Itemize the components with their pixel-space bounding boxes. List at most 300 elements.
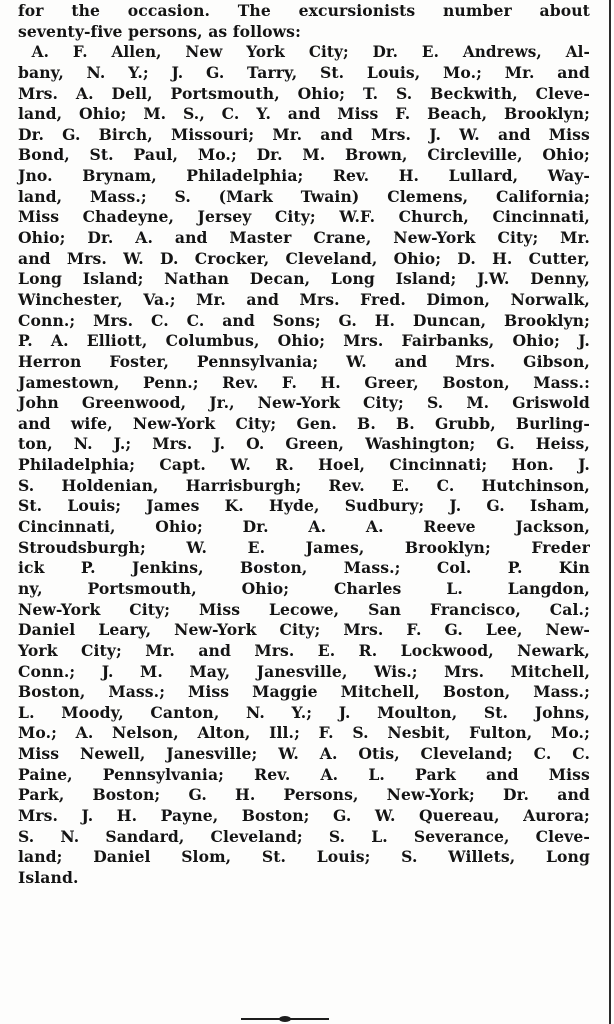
article-word: P.: [18, 331, 33, 351]
article-word: Andrews,: [462, 42, 542, 62]
article-line: [18, 207, 590, 228]
article-word: Brooklyn;: [404, 537, 491, 557]
article-word: A.: [365, 517, 384, 537]
article-word: Mitchell,: [510, 661, 590, 681]
article-word: C.: [436, 475, 455, 495]
article-word: Severance,: [413, 826, 510, 846]
article-line: [18, 517, 590, 538]
article-word: Ohio;: [542, 145, 590, 165]
article-word: Brown,: [345, 145, 408, 165]
article-word: G.: [62, 124, 81, 144]
article-line: [18, 723, 590, 744]
article-line: [18, 785, 590, 806]
article-word: Mr.: [196, 289, 226, 309]
article-word: Jr.,: [209, 393, 235, 413]
article-word: and: [557, 785, 590, 805]
article-word: Allen,: [111, 42, 162, 62]
article-word: Holdenian,: [61, 475, 159, 495]
article-word: Burling-: [515, 413, 590, 433]
article-word: Pennsylvania;: [102, 764, 225, 784]
article-word: James: [146, 496, 200, 516]
article-word: Long: [545, 847, 590, 867]
article-word: Mo.;: [443, 62, 483, 82]
article-word: Cincinnati;: [389, 455, 488, 475]
article-word: K.: [224, 496, 244, 516]
article-line: Island.: [18, 867, 79, 887]
article-word: N.: [245, 702, 265, 722]
article-word: M.: [302, 145, 326, 165]
article-word: Lockwood,: [400, 640, 494, 660]
article-word: land;: [18, 847, 63, 867]
article-word: Louis,: [366, 62, 421, 82]
article-word: Mrs.: [152, 434, 193, 454]
article-word: about: [539, 1, 590, 20]
article-word: E.: [247, 537, 266, 557]
article-word: Miss: [198, 599, 241, 619]
article-word: San: [368, 599, 402, 619]
article-word: ton,: [18, 434, 53, 454]
article-word: Miss: [337, 104, 379, 124]
article-line: [18, 703, 590, 724]
article-word: Mo.;: [18, 723, 57, 743]
article-word: S.,: [183, 104, 205, 124]
article-line: [18, 290, 590, 311]
article-word: Hyde,: [268, 496, 320, 516]
article-word: Elliott,: [86, 331, 148, 351]
article-word: New-York: [257, 393, 341, 413]
article-word: Dr.: [18, 124, 45, 144]
article-line: [18, 125, 590, 146]
article-word: May,: [189, 661, 231, 681]
ornament-knot: [279, 1016, 291, 1022]
article-word: Long: [18, 269, 63, 289]
article-word: and: [557, 62, 590, 82]
article-word: W.: [186, 537, 208, 557]
article-word: Boston,: [18, 682, 86, 702]
article-word: Jamestown,: [18, 372, 120, 392]
article-word: Willets,: [448, 847, 516, 867]
article-word: Daniel: [18, 620, 76, 640]
article-word: occasion.: [127, 1, 211, 20]
article-word: G.: [486, 496, 505, 516]
article-word: Norwalk,: [510, 289, 590, 309]
article-word: Bond,: [18, 145, 70, 165]
article-word: S.: [18, 475, 35, 495]
article-line: [18, 145, 590, 166]
article-word: Cleve-: [535, 83, 590, 103]
article-word: James,: [305, 537, 365, 557]
article-line: [18, 579, 590, 600]
article-word: Island;: [395, 269, 457, 289]
article-word: Sandard,: [105, 826, 185, 846]
article-word: Mrs.: [455, 351, 496, 371]
article-word: Jno.: [18, 166, 53, 186]
article-word: Heiss,: [535, 434, 590, 454]
article-word: Dr.: [503, 785, 530, 805]
article-word: Harrisburgh;: [185, 475, 302, 495]
article-word: wife,: [70, 413, 113, 433]
article-word: Conn.;: [18, 661, 76, 681]
article-word: Mrs.: [444, 661, 485, 681]
article-word: D.: [457, 248, 476, 268]
article-word: York: [246, 42, 285, 62]
article-word: Mass.;: [343, 558, 401, 578]
article-word: Isham,: [529, 496, 590, 516]
article-word: E.: [421, 42, 439, 62]
article-word: City;: [279, 620, 321, 640]
article-word: G.: [338, 310, 357, 330]
article-word: Hutchinson,: [481, 475, 590, 495]
article-word: Mr.: [272, 124, 303, 144]
article-word: F.: [281, 372, 297, 392]
article-word: Cal.;: [549, 599, 590, 619]
article-word: and: [320, 124, 353, 144]
article-word: Mr.: [504, 62, 535, 82]
article-word: City;: [274, 207, 316, 227]
article-word: Louis;: [316, 847, 371, 867]
article-word: Quereau,: [418, 805, 500, 825]
article-word: Cutter,: [528, 248, 590, 268]
article-word: and: [222, 310, 255, 330]
article-word: City;: [308, 42, 349, 62]
article-word: W.: [459, 124, 480, 144]
article-word: Daniel: [93, 847, 151, 867]
article-word: Cincinnati,: [492, 207, 590, 227]
article-word: Fred.: [360, 289, 406, 309]
article-word: Fairbanks,: [401, 331, 495, 351]
article-word: G.: [496, 434, 515, 454]
article-word: F.: [395, 104, 411, 124]
article-word: Decan,: [249, 269, 311, 289]
article-word: New-York;: [386, 785, 475, 805]
article-word: C.: [151, 310, 169, 330]
article-word: Moody,: [61, 702, 124, 722]
article-word: S.: [18, 826, 35, 846]
article-word: Philadelphia;: [18, 455, 136, 475]
article-line: [18, 744, 590, 765]
article-word: R.: [358, 640, 378, 660]
article-word: and: [18, 413, 51, 433]
article-word: bany,: [18, 62, 64, 82]
article-word: New-York: [393, 228, 476, 248]
article-word: ick: [18, 558, 45, 578]
article-word: New-York: [132, 413, 216, 433]
article-word: F.: [406, 620, 422, 640]
article-line: [18, 806, 590, 827]
article-word: S.: [174, 186, 191, 206]
article-word: A.: [320, 764, 339, 784]
article-word: Crocker,: [194, 248, 270, 268]
article-word: Louis;: [67, 496, 122, 516]
article-word: L.: [368, 764, 385, 784]
article-word: Birch,: [98, 124, 153, 144]
article-word: Mass.;: [108, 682, 166, 702]
article-word: Church,: [398, 207, 469, 227]
article-word: G.: [444, 620, 463, 640]
article-word: Mrs.: [343, 331, 384, 351]
article-word: J.: [81, 805, 94, 825]
article-word: Alton,: [197, 723, 251, 743]
article-word: Island;: [82, 269, 144, 289]
article-word: Ill.;: [269, 723, 300, 743]
article-word: Hoel,: [318, 455, 366, 475]
article-word: Portsmouth,: [87, 578, 197, 598]
article-word: the: [71, 1, 101, 20]
article-word: Dr.: [242, 517, 269, 537]
article-word: Newell,: [79, 744, 146, 764]
article-line: [18, 249, 590, 270]
article-word: and: [486, 764, 519, 784]
article-word: H.: [320, 372, 341, 392]
article-word: Ohio;: [155, 517, 203, 537]
article-word: Nathan: [164, 269, 230, 289]
passenger-list-article: [18, 1, 590, 889]
article-word: Chadeyne,: [82, 207, 174, 227]
article-word: N.: [86, 62, 106, 82]
article-line: [18, 538, 590, 559]
article-word: Clemens,: [387, 186, 469, 206]
article-line: [18, 1, 590, 22]
article-line: [18, 331, 590, 352]
article-word: Boston;: [241, 805, 310, 825]
article-word: for: [18, 1, 44, 20]
article-word: S.: [401, 847, 418, 867]
article-word: Y.: [256, 104, 271, 124]
article-word: Leary,: [98, 620, 152, 640]
article-word: New: [185, 42, 223, 62]
article-word: City;: [235, 413, 277, 433]
article-word: and: [198, 640, 231, 660]
article-line: [18, 352, 590, 373]
article-line: [18, 558, 590, 579]
article-word: A.: [308, 517, 327, 537]
article-word: New-York: [18, 599, 101, 619]
article-word: Payne,: [160, 805, 219, 825]
article-word: F.: [72, 42, 88, 62]
article-word: Wis.;: [373, 661, 418, 681]
section-end-ornament: [241, 1016, 329, 1022]
article-word: Rev.: [332, 166, 370, 186]
article-word: J.: [213, 434, 226, 454]
article-word: and: [287, 104, 321, 124]
article-word: J.: [429, 124, 441, 144]
article-word: City;: [363, 393, 404, 413]
article-word: and: [18, 248, 51, 268]
article-word: M.: [140, 661, 163, 681]
article-word: A.: [135, 228, 154, 248]
article-word: E.: [317, 640, 336, 660]
column-rule: [609, 0, 611, 1024]
article-word: Janesville,: [256, 661, 348, 681]
article-word: C.: [186, 310, 205, 330]
article-word: Ohio;: [241, 578, 290, 598]
article-line: seventy-five persons, as follows:: [18, 21, 301, 41]
article-word: A.: [319, 744, 338, 764]
article-word: Mrs.: [93, 310, 134, 330]
article-word: W.F.: [339, 207, 376, 227]
article-line: [18, 434, 590, 455]
article-word: City;: [497, 228, 539, 248]
article-word: Jersey: [197, 207, 252, 227]
article-word: Cleve-: [535, 826, 590, 846]
article-word: Cleveland;: [420, 744, 513, 764]
article-line: [18, 682, 590, 703]
article-word: (Mark: [218, 186, 273, 206]
article-word: Brooklyn;: [503, 310, 590, 330]
article-word: A.: [75, 83, 94, 103]
article-line: [18, 476, 590, 497]
article-line: [18, 496, 590, 517]
article-word: Brynam,: [82, 166, 157, 186]
article-word: Al-: [565, 42, 590, 62]
article-word: excursionists: [298, 1, 416, 20]
article-word: Rev.: [254, 764, 291, 784]
article-word: Beach,: [427, 104, 488, 124]
article-word: and: [497, 124, 531, 144]
article-word: Boston,: [240, 558, 308, 578]
article-word: number: [442, 1, 512, 20]
article-word: Mo.;: [197, 145, 237, 165]
article-line: [18, 600, 590, 621]
article-word: Long: [330, 269, 375, 289]
article-word: J.: [578, 455, 590, 475]
article-word: J.: [449, 496, 462, 516]
article-word: Mrs.: [18, 805, 59, 825]
article-word: W.: [346, 351, 367, 371]
article-word: Capt.: [159, 455, 206, 475]
article-word: Moulton,: [377, 702, 458, 722]
article-word: Crane,: [313, 228, 372, 248]
article-word: Dr.: [256, 145, 283, 165]
article-line: [18, 620, 590, 641]
article-word: Otis,: [358, 744, 400, 764]
article-word: St.: [483, 702, 509, 722]
article-word: Griswold: [512, 393, 590, 413]
article-word: C.: [221, 104, 240, 124]
article-word: Kin: [558, 558, 590, 578]
article-word: Brooklyn;: [504, 104, 590, 124]
article-word: City;: [129, 599, 171, 619]
article-word: Sudbury;: [344, 496, 425, 516]
article-word: York: [18, 640, 58, 660]
article-word: Portsmouth,: [170, 83, 280, 103]
article-word: ny,: [18, 578, 43, 598]
article-word: J.: [171, 62, 184, 82]
article-word: Francisco,: [429, 599, 521, 619]
article-word: Grubb,: [435, 413, 496, 433]
article-line: [18, 269, 590, 290]
article-word: Rev.: [222, 372, 259, 392]
article-word: G.: [205, 62, 225, 82]
article-word: Greer,: [364, 372, 419, 392]
article-word: Newark,: [517, 640, 590, 660]
article-word: J.: [338, 702, 351, 722]
article-word: Hon.: [511, 455, 554, 475]
article-word: S.: [328, 826, 346, 846]
article-word: B.: [357, 413, 376, 433]
article-word: Dr.: [87, 228, 114, 248]
article-word: Miss: [18, 744, 60, 764]
article-word: Cleveland,: [285, 248, 378, 268]
article-word: Ohio;: [18, 228, 66, 248]
article-line: [18, 373, 590, 394]
article-line: [18, 393, 590, 414]
article-word: J.W.: [477, 269, 510, 289]
article-line: [18, 42, 590, 63]
article-word: Rev.: [328, 475, 365, 495]
article-word: S.: [396, 83, 413, 103]
article-word: G.: [332, 805, 352, 825]
article-word: John: [18, 393, 59, 413]
article-word: Stroudsburgh;: [18, 537, 146, 557]
article-word: Janesville;: [166, 744, 258, 764]
article-word: Col.: [436, 558, 472, 578]
article-word: Pennsylvania;: [196, 351, 319, 371]
article-word: Reeve: [423, 517, 476, 537]
article-word: H.: [374, 310, 396, 330]
article-word: Miss: [548, 764, 590, 784]
article-word: H.: [492, 248, 513, 268]
article-word: Missouri;: [170, 124, 255, 144]
article-word: N.: [60, 826, 80, 846]
article-word: Gibson,: [523, 351, 590, 371]
article-word: Green,: [285, 434, 345, 454]
article-word: Ohio;: [512, 331, 560, 351]
article-word: Mrs.: [299, 289, 340, 309]
article-word: City;: [80, 640, 122, 660]
article-word: G.: [188, 785, 207, 805]
article-word: Ohio;: [79, 104, 127, 124]
article-word: Miss: [188, 682, 230, 702]
article-word: Columbus,: [165, 331, 260, 351]
article-word: Mass.:: [533, 372, 590, 392]
article-word: Circleville,: [427, 145, 523, 165]
article-word: Miss: [18, 207, 60, 227]
article-word: S.: [352, 723, 369, 743]
article-word: J.: [101, 661, 114, 681]
article-word: P.: [80, 558, 96, 578]
article-word: Maggie: [252, 682, 318, 702]
article-word: St.: [89, 145, 114, 165]
article-word: Lullard,: [448, 166, 519, 186]
article-word: Mrs.: [18, 83, 59, 103]
article-word: Miss: [548, 124, 590, 144]
article-word: Mrs.: [343, 620, 384, 640]
article-word: Paine,: [18, 764, 73, 784]
article-word: Lee,: [485, 620, 523, 640]
article-word: Mass.;: [533, 682, 590, 702]
article-line: [18, 847, 590, 868]
article-word: Boston;: [92, 785, 161, 805]
article-word: Boston,: [442, 682, 511, 702]
article-word: C.: [533, 744, 552, 764]
article-word: W.: [123, 248, 144, 268]
article-word: L.: [371, 826, 388, 846]
article-word: Mass.;: [90, 186, 147, 206]
article-word: and: [174, 228, 208, 248]
article-word: H.: [116, 805, 138, 825]
article-word: N.: [73, 434, 93, 454]
article-word: Fulton,: [469, 723, 533, 743]
article-word: Jackson,: [515, 517, 590, 537]
article-word: R.: [275, 455, 294, 475]
article-word: Nelson,: [112, 723, 179, 743]
article-word: Jenkins,: [131, 558, 204, 578]
article-word: Mrs.: [66, 248, 107, 268]
article-word: B.: [396, 413, 415, 433]
article-word: Nesbit,: [387, 723, 451, 743]
article-word: W.: [230, 455, 251, 475]
